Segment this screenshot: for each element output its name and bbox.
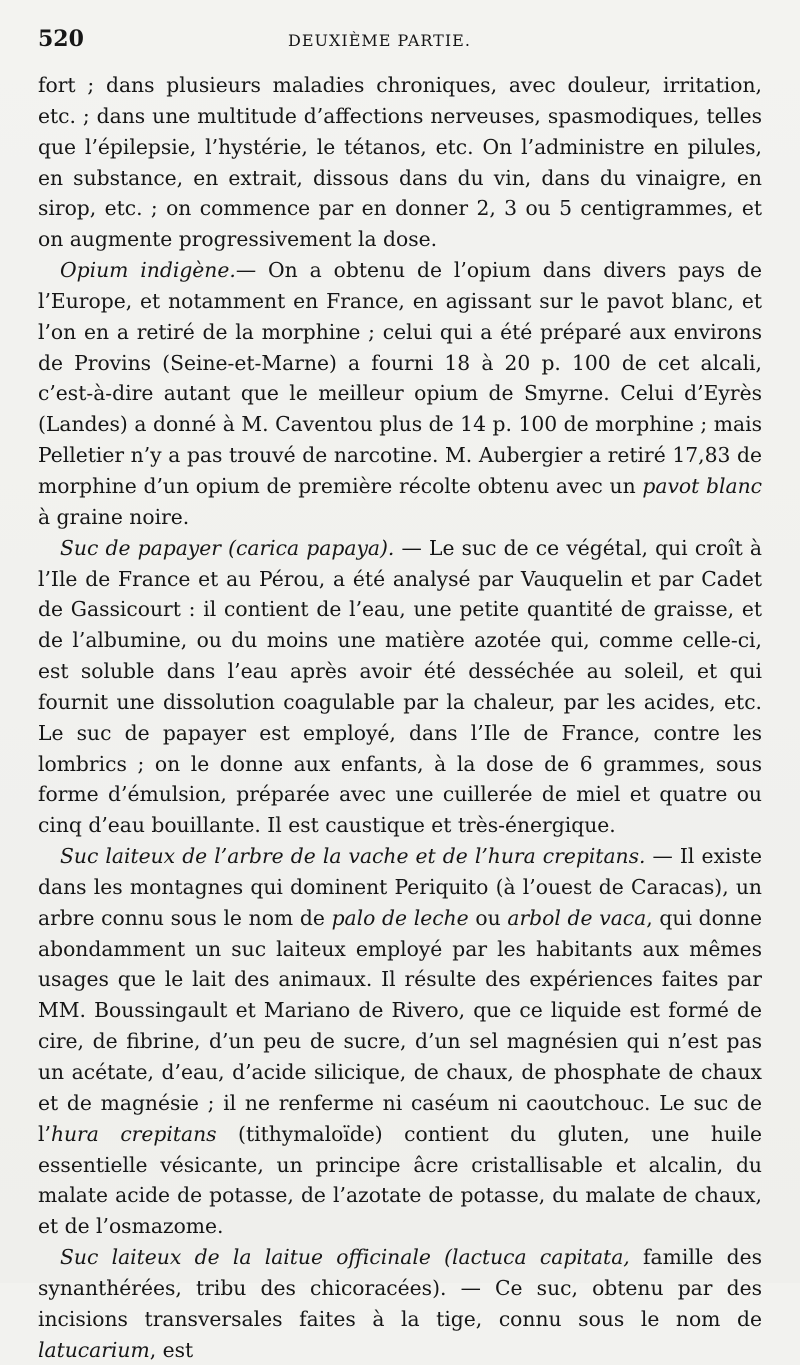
running-title: DEUXIÈME PARTIE.	[288, 31, 471, 50]
text-run: — On a obtenu de l’opium dans divers pays de l’Europe, et notamment en France, en agissant sur le pavot blanc, et l’on en a retiré de la morphine ; celui qui a été préparé aux environs de Provins (Seine-et-Marne) a fourni 18 à 20 p. 100 de cet alcali, c’est-à-dire autant que le meilleur opium de Smyrne. Celui d’Eyrès (Landes) a donné à M. Caventou plus de 14 p. 100 de morphine ; mais Pelletier n’y a pas trouvé de narcotine. M. Aubergier a retiré 17,83 de morphine d’un opium de première récolte obtenu avec un	[38, 258, 762, 498]
text-run: fort ; dans plusieurs maladies chroniques, avec douleur, irritation, etc. ; dans une multitude d’affections nerveuses, spasmodiques, telles que l’épilepsie, l’hystérie, le tétanos, etc. On l’administre en pilules, en substance, en extrait, dissous dans du vin, dans du vinaigre, en sirop, etc. ; on commence par en donner 2, 3 ou 5 centigrammes, et on augmente progressivement la dose.	[38, 73, 762, 252]
paragraph	[38, 841, 762, 1242]
text-run: à graine noire.	[38, 504, 190, 529]
paragraph	[38, 533, 762, 841]
text-run: , qui donne abondamment un suc laiteux employé par les habitants aux mêmes usages que le lait des animaux. Il résulte des expériences faites par MM. Boussingault et Mariano de Rivero, que ce liquide est formé de cire, de fibrine, d’un peu de sucre, d’un sel magnésien qui n’est pas un acétate, d’eau, d’acide silicique, de chaux, de phosphate de chaux et de magnésie ; il ne renferme ni caséum ni caoutchouc. Le suc de l’	[38, 905, 762, 1146]
text-run: famille des synanthérées, tribu des chicoracées). — Ce suc, obtenu par des incisions transversales faites à la tige, connu sous le nom de	[38, 1245, 762, 1331]
italic-text: palo de leche	[331, 905, 469, 930]
italic-text: Suc laiteux de la laitue officinale (lactuca capitata,	[60, 1245, 630, 1270]
paragraph	[38, 255, 762, 533]
page-header	[38, 26, 762, 70]
text-run: ou	[468, 905, 508, 930]
page-number: 520	[38, 26, 84, 52]
italic-text: pavot blanc	[642, 473, 762, 498]
paragraph	[38, 1242, 762, 1365]
text-run: — Il existe dans les montagnes qui dominent Periquito (à l’ouest de Caracas), un arbre connu sous le nom de	[38, 844, 762, 930]
italic-text: arbol de vaca	[507, 905, 647, 930]
text-run: (tithymaloïde) contient du gluten, une huile essentielle vésicante, un principe âcre cristallisable et alcalin, du malate acide de potasse, de l’azotate de potasse, du malate de chaux, et de l’osmazome.	[38, 1121, 762, 1239]
text-run: , est	[149, 1337, 194, 1362]
italic-text: Suc laiteux de l’arbre de la vache et de l’hura crepitans.	[60, 844, 646, 869]
italic-text: latucarium	[38, 1337, 150, 1362]
italic-text: hura crepitans	[50, 1121, 217, 1146]
body-text	[38, 70, 762, 1365]
text-run: — Le suc de ce végétal, qui croît à l’Ile de France et au Pérou, a été analysé par Vauquelin et par Cadet de Gassicourt : il contient de l’eau, une petite quantité de graisse, et de l’albumine, ou du moins une matière azotée qui, comme celle-ci, est soluble dans l’eau après avoir été desséchée au soleil, et qui fournit une dissolution coagulable par la chaleur, par les acides, etc. Le suc de papayer est employé, dans l’Ile de France, contre les lombrics ; on le donne aux enfants, à la dose de 6 grammes, sous forme d’émulsion, préparée avec une cuillerée de miel et quatre ou cinq d’eau bouillante. Il est caustique et très-énergique.	[38, 535, 762, 838]
italic-text: Suc de papayer (carica papaya).	[60, 535, 395, 560]
paragraph	[38, 70, 762, 255]
italic-text: Opium indigène.	[60, 258, 236, 283]
